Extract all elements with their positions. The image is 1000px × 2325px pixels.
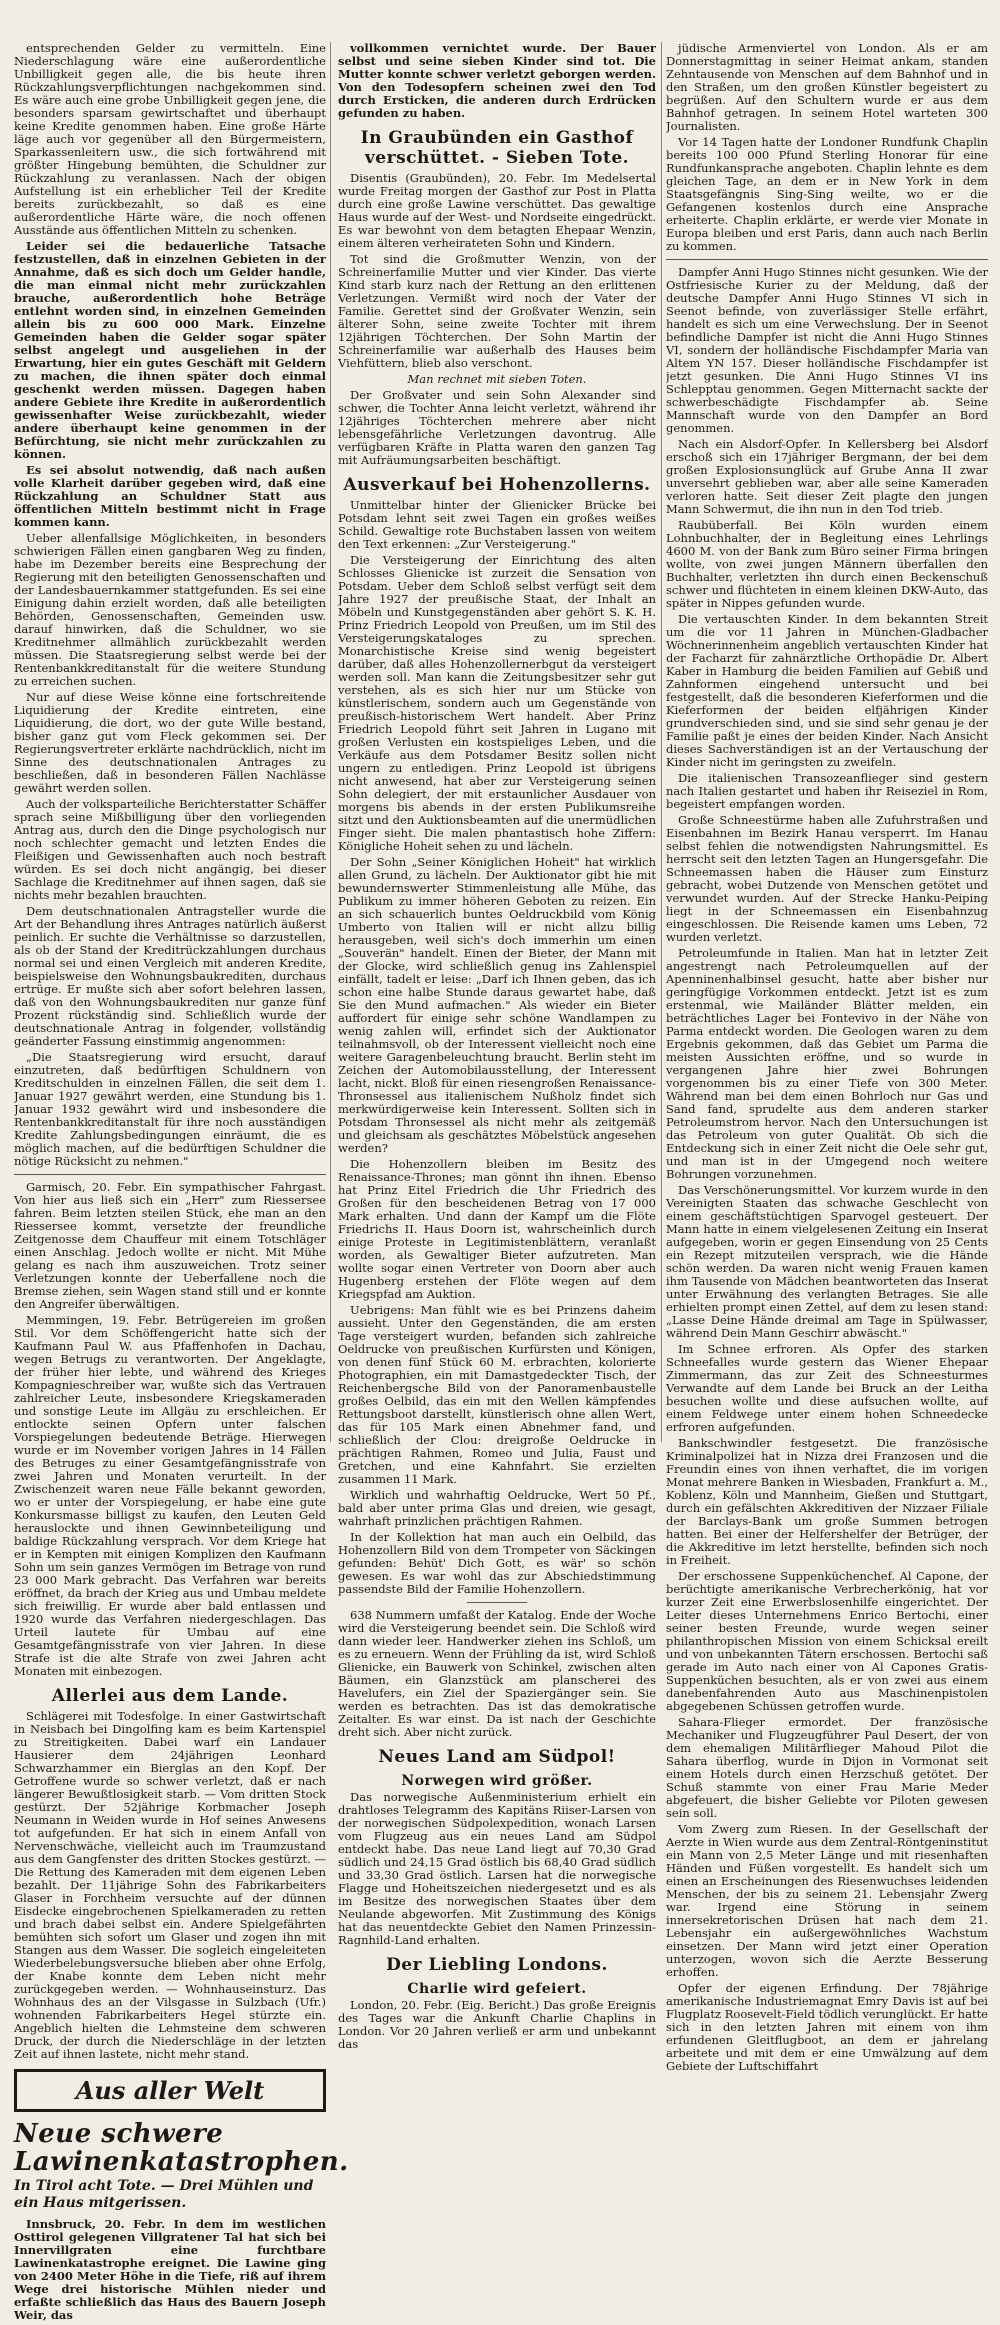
- article-headline: In Graubünden ein Gasthof verschüttet. - Sieben Tote.: [360, 128, 634, 168]
- article-text: Leider sei die bedauerliche Tatsache festzustellen, daß in einzelnen Gebieten in der Annahme, daß es sich doch um Gelder handle, die man einmal nicht mehr zurückzahlen brauche, außerordentlich hohe Beträge entlehnt worden sind, in einzelnen Gemeinden allein bis zu 600 000 Mark. Einzelne Gemeinden haben die Gelder sogar später selbst angelegt und ausgeliehen in der Erwartung, hier ein gutes Geschäft mit Geldern zu machen, die ihnen später doch einmal geschenkt werden müssen. Dagegen haben andere Gebiete ihre Kredite in außerordentlich gewissenhafter Weise zurückbezahlt, wieder andere überhaupt keine genommen in der Befürchtung, sie nicht mehr zurückzahlen zu können.: [14, 240, 326, 461]
- article-text: Die Hohenzollern bleiben im Besitz des Renaissance-Thrones; man gönnt ihn ihnen. Ebenso hat Prinz Eitel Friedrich die Uhr Friedrich des Großen für den bescheidenen Betrag von 17 000 Mark erhalten. Und dann der Kampf um die Flöte Friedrichs II. Haus Doorn ist, wahrscheinlich durch einige Proteste in Legitimistenblättern, veranlaßt worden, als Gewaltiger Bieter aufzutreten. Man wollte sogar einen Vertreter von Doorn aber auch Hugenberg erstehen der Flöte wegen auf dem Kriegspfad am Auktion.: [338, 1158, 656, 1301]
- article-text: Es sei absolut notwendig, daß nach außen volle Klarheit darüber gegeben wird, daß eine Rückzahlung an Schuldner Statt aus öffentlichen Mitteln bestimmt nicht in Frage kommen kann.: [14, 464, 326, 529]
- article-text: Disentis (Graubünden), 20. Febr. Im Medelsertal wurde Freitag morgen der Gasthof zur Post in Platta durch eine große Lawine verschüttet. Das gewaltige Haus wurde auf der West- und Nordseite eingedrückt. Es war bewohnt von dem betagten Ehepaar Wenzin, einem älteren verheirateten Sohn und Kindern.: [338, 172, 656, 250]
- article-headline: Der Liebling Londons.: [386, 1955, 608, 1975]
- article-text: Die italienischen Transozeanflieger sind gestern nach Italien gestartet und haben ihr Reiseziel in Rom, begeistert empfangen worden.: [666, 772, 988, 811]
- divider: [14, 1174, 326, 1175]
- article-subheadline: Charlie wird gefeiert.: [407, 1981, 587, 1997]
- article-text: Man rechnet mit sieben Toten.: [407, 373, 587, 386]
- article-text: Der Großvater und sein Sohn Alexander sind schwer, die Tochter Anna leicht verletzt, während ihr 12jähriges Töchterchen mehrere aber nicht lebensgefährliche Verletzungen davontrug. Alle verfügbaren Kräfte in Platta waren den ganzen Tag mit Aufräumungsarbeiten beschäftigt.: [338, 389, 656, 467]
- article-text: Unmittelbar hinter der Glienicker Brücke bei Potsdam lehnt seit zwei Tagen ein großes weißes Schild. Gewaltige rote Buchstaben lassen von weitem den Text erkennen: „Zur Versteigerung.": [338, 499, 656, 551]
- article-headline: Ausverkauf bei Hohenzollerns.: [343, 475, 651, 495]
- article-text: Nur auf diese Weise könne eine fortschreitende Liquidierung der Kredite eintreten, eine Liquidierung, die dort, wo der gute Wille bestand, bisher ganz gut vom Fleck gekommen sei. Der Regierungsvertreter erklärte nachdrücklich, nicht im Sinne des deutschnationalen Antrages zu beschließen, daß in besonderen Fällen Nachlässe gewährt werden sollen.: [14, 691, 326, 795]
- article-subheadline: Norwegen wird größer.: [401, 1773, 593, 1789]
- article-text: Der Sohn „Seiner Königlichen Hoheit" hat wirklich allen Grund, zu lächeln. Der Auktionator gibt hie mit bewundernswerter Stimmenleistung alle Mühe, das Publikum zu immer höheren Geboten zu reizen. Ein an sich schauerlich buntes Oeldruckbild vom König Umberto von Italien will er nicht allzu billig herausgeben, weil sich's doch immerhin um einen „Souverän" handelt. Einen der Bieter, der Mann mit der Glocke, wird schließlich genug ins Zahlenspiel einfällt, tadelt er leise: „Darf ich Ihnen geben, das ich schon eine halbe Stunde daraus gewartet habe, daß Sie den Mund aufmachen." Als wieder ein Bieter auffordert für einige sehr schöne Wandlampen zu wenig zahlen will, erfindet sich der Auktionator teilnahmsvoll, ob der Interessent vielleicht noch eine weitere Garagenbeleuchtung braucht. Berlin steht im Zeichen der Automobilausstellung, der Interessent lacht, nickt. Bloß für einen riesengroßen Renaissance-Thronsessel aus italienischem Nußholz findet sich merkwürdigerweise kein Interessent. Sollten sich in Potsdam Thronsessel als nicht mehr als zeitgemäß und gleichsam als geschätztes Möbelstück angesehen werden?: [338, 856, 656, 1155]
- article-text: Schlägerei mit Todesfolge. In einer Gastwirtschaft in Neisbach bei Dingolfing kam es beim Kartenspiel zu Streitigkeiten. Dabei warf ein Landauer Hausierer dem 24jährigen Leonhard Schwarzhammer ein Bierglas an den Kopf. Der Getroffene wurde so schwer verletzt, daß er nach längerer Bewußtlosigkeit starb. — Vom dritten Stock gestürzt. Der 52jährige Korbmacher Joseph Neumann in Weiden wurde in Hof seines Anwesens tot aufgefunden. Er hat sich in einem Anfall von Nervenschwäche, vielleicht auch im Traumzustand aus dem Gangfenster des dritten Stockes gestürzt. — Die Rettung des Kameraden mit dem eigenen Leben bezahlt. Der 11jährige Sohn des Fabrikarbeiters Glaser in Forchheim versuchte auf der dünnen Eisdecke eingebrochenen Spielkameraden zu retten und brach dabei selbst ein. Andere Spielgefährten bemühten sich sofort um Glaser und zogen ihn mit Stangen aus dem Wasser. Die sogleich eingeleiteten Wiederbelebungsversuche blieben aber ohne Erfolg, der Knabe konnte dem Leben nicht mehr zurückgegeben werden. — Wohnhauseinsturz. Das Wohnhaus des an der Vilsgasse in Sulzbach (Ufr.) wohnenden Fabrikarbeiters Hegel stürzte ein. Angeblich hielten die Lehmsteine dem schweren Druck, der durch die Niederschläge in der letzten Zeit auf ihnen lastete, nicht mehr stand.: [14, 1710, 326, 2061]
- article-text: Garmisch, 20. Febr. Ein sympathischer Fahrgast. Von hier aus ließ sich ein „Herr" zum Riessersee fahren. Beim letzten steilen Stück, ehe man an den Riessersee kommt, versetzte der freundliche Zeitgenosse dem Chauffeur mit einem Totschläger einen Anschlag. Jedoch wollte er nicht. Mit Mühe gelang es nach ihm auszuweichen. Trotz seiner Verletzungen konnte der Ueberfallene noch die Bremse ziehen, sein Wagen stand still und er konnte den Angreifer überwältigen.: [14, 1181, 326, 1311]
- article-text: Opfer der eigenen Erfindung. Der 78jährige amerikanische Industriemagnat Emry Davis ist auf bei Flugplatz Roosevelt-Field tödlich verunglückt. Er hatte sich in den letzten Jahren mit einem von ihm erfundenen Gleitflugboot, an dem er jahrelang arbeitete und mit dem er eine Umwälzung auf dem Gebiete der Luftschiffahrt: [666, 1982, 988, 2073]
- article-text: entsprechenden Gelder zu vermitteln. Eine Niederschlagung wäre eine außerordentliche Unbilligkeit gegen alle, die bis heute ihren Rückzahlungsverpflichtungen nachgekommen sind. Es wäre auch eine grobe Unbilligkeit gegen jene, die besonders sparsam gewirtschaftet und überhaupt keine Kredite genommen haben. Eine große Härte läge auch vor gegenüber all den Bürgermeistern, Sparkassenleitern usw., die sich fortwährend mit größter Hingebung bemühten, die Schuldner zur Rückzahlung zu veranlassen. Nach der obigen Aufstellung ist ein erheblicher Teil der Kredite bereits zurückbezahlt, so daß es eine außerordentliche Härte wäre, die noch offenen Ausstände aus öffentlichen Mitteln zu schenken.: [14, 42, 326, 237]
- article-text: Dem deutschnationalen Antragsteller wurde die Art der Behandlung ihres Antrages natürlich äußerst peinlich. Er suchte die Verhältnisse so darzustellen, als ob der Stand der Kreditrückzahlungen durchaus normal sei und einen Vergleich mit anderen Kredite, beispielsweise den Wohnungsbaukrediten, durchaus ertrüge. Er mußte sich aber sofort belehren lassen, daß von den Wohnungsbaukrediten nur ganze fünf Prozent rückständig sind. Schließlich wurde der deutschnationale Antrag in folgender, vollständig geänderter Fassung einstimmig angenommen:: [14, 905, 326, 1048]
- article-text: Ueber allenfallsige Möglichkeiten, in besonders schwierigen Fällen einen gangbaren Weg zu finden, habe im Dezember bereits eine Besprechung der Regierung mit den beteiligten Genossenschaften und der Landesbauernkammer stattgefunden. Es sei eine Einigung dahin erzielt worden, daß alle beteiligten Behörden, Genossenschaften, Gemeinden usw. darauf hinwirken, daß die Schuldner, wo sie Kreditnehmer allmählich zurückbezahlt werden müssen. Die Staatsregierung selbst werde bei der Rentenbankkreditanstalt für die weitere Stundung zu erreichen suchen.: [14, 532, 326, 688]
- article-text: Sahara-Flieger ermordet. Der französische Mechaniker und Flugzeugführer Paul Desert, der von dem ehemaligen Militärflieger Mahoud Pilot die Sahara überflog, wurde in Dijon in Vormonat seit einem Hotels durch einen Herzschuß getötet. Der Schuß stammte von einer Frau Marie Meder abgefeuert, die bisher Geliebte vor Piloten gewesen sein soll.: [666, 1716, 988, 1820]
- column-rule: [330, 42, 331, 1442]
- column-rule: [661, 42, 662, 1442]
- article-text: jüdische Armenviertel von London. Als er am Donnerstagmittag in seiner Heimat ankam, standen Zehntausende von Menschen auf dem Bahnhof und in den Straßen, um den großen Künstler begeistert zu begrüßen. Auf den Schultern wurde er aus dem Bahnhof getragen. In seinem Hotel warteten 300 Journalisten.: [666, 42, 988, 133]
- article-text: Innsbruck, 20. Febr. In dem im westlichen Osttirol gelegenen Villgratener Tal hat sich bei Innervillgraten eine furchtbare Lawinenkatastrophe ereignet. Die Lawine ging von 2400 Meter Höhe in die Tiefe, riß auf ihrem Wege drei historische Mühlen nieder und erfaßte schließlich das Haus des Bauern Joseph Weir, das: [14, 2218, 326, 2322]
- article-text: Die Versteigerung der Einrichtung des alten Schlosses Glienicke ist zurzeit die Sensation von Potsdam. Ueber dem Schloß selbst verfügt seit dem Jahre 1927 der preußische Staat, der Inhalt an Möbeln und Kunstgegenständen aber gehört S. K. H. Prinz Friedrich Leopold von Preußen, um im Stil des Versteigerungskataloges zu sprechen. Monarchistische Kreise sind wenig begeistert darüber, daß alles Hohenzollernerbgut da versteigert werden soll. Man kann die Zeitungsbesitzer sehr gut verstehen, als es sich hier nur um Stücke von künstlerischem, sondern auch um Gegenstände von preußisch-historischem Wert handelt. Aber Prinz Friedrich Leopold führt seit Jahren in Lugano mit großen Verlusten ein kostspieliges Leben, und die Verkäufe aus dem Potsdamer Besitz sollen nicht ungern zu entledigen. Prinz Leopold ist übrigens nicht anwesend, hat aber zur Versteigerung seinen Sohn delegiert, der mit erstaunlicher Ausdauer von morgens bis abends in der ersten Publikumsreihe sitzt und den Auktionsbeamten auf die unermüdlichen Finger sieht. Die malen phantastisch hohe Ziffern: Königliche Hoheit sehen zu und lächeln.: [338, 554, 656, 853]
- article-text: In der Kollektion hat man auch ein Oelbild, das Hohenzollern Bild von dem Trompeter von Säckingen gefunden: Behüt' Dich Gott, es wär' so schön gewesen. Es war wohl das zur Abschiedstimmung passendste Bild der Familie Hohenzollern.: [338, 1531, 656, 1596]
- article-text: Petroleumfunde in Italien. Man hat in letzter Zeit angestrengt nach Petroleumquellen auf der Apenninenhalbinsel gesucht, hatte aber bisher nur geringfügige Vorkommen entdeckt. Jetzt ist es zum erstenmal, wie Mailänder Blätter melden, ein beträchtliches Lager bei Fontevivo in der Nähe von Parma entdeckt worden. Die Geologen waren zu dem Ergebnis gekommen, daß das Gebiet um Parma die meisten Aussichten eröffne, und so wurde in vergangenen Jahre hier zwei Bohrungen vorgenommen bis zu einer Tiefe von 300 Meter. Während man bei dem einen Bohrloch nur Gas und Sand fand, sprudelte aus dem anderen starker Petroleumstrom hervor. Nach den Untersuchungen ist das Petroleum von guter Qualität. Ob sich die Entdeckung sich in einer Zeit nicht die Oele sehr gut, und man ist in der Umgegend noch weitere Bohrungen vorzunehmen.: [666, 947, 988, 1181]
- article-text: Im Schnee erfroren. Als Opfer des starken Schneefalles wurde gestern das Wiener Ehepaar Zimmermann, das zur Zeit des Schneesturmes Verwandte auf dem Lande bei Bruck an der Leitha besuchen wollte und diese aufsuchen wollte, auf einem Feldwege unter einem hohen Schneedecke erfroren aufgefunden.: [666, 1343, 988, 1434]
- article-text: Uebrigens: Man fühlt wie es bei Prinzens daheim aussieht. Unter den Gegenständen, die am ersten Tage versteigert wurden, befanden sich zahlreiche Oeldrucke von preußischen Kurfürsten und Königen, von denen fünf Stück 60 M. erbrachten, kolorierte Photographien, ein mit Damastgedeckter Tisch, der Reichenbergsche Bild von der Panoramenbaustelle großes Oelbild, das ein mit den Wellen kämpfendes Rettungsboot darstellt, künstlerisch ohne allen Wert, das für 105 Mark einen Abnehmer fand, und schließlich der Clou: dreigroße Oeldrucke in prächtigen Rahmen, Romeo und Julia, Faust und Gretchen, und eine Kahnfahrt. Sie erzielten zusammen 11 Mark.: [338, 1304, 656, 1486]
- article-text: Das norwegische Außenministerium erhielt ein drahtloses Telegramm des Kapitäns Riiser-Larsen von der norwegischen Südpolexpedition, wonach Larsen vom Flugzeug aus ein neues Land am Südpol entdeckt habe. Das neue Land liegt auf 70,30 Grad südlich und 24,15 Grad östlich bis 68,40 Grad südlich und 33,30 Grad östlich. Larsen hat die norwegische Flagge und Hoheitszeichen niedergesetzt und es als im Besitze des norwegischen Staates über dem Neulande abgeworfen. Mit Zustimmung des Königs hat das neuentdeckte Gebiet den Namen Prinzessin-Ragnhild-Land erhalten.: [338, 1791, 656, 1947]
- article-text: vollkommen vernichtet wurde. Der Bauer selbst und seine sieben Kinder sind tot. Die Mutter konnte schwer verletzt geborgen werden. Von den Todesopfern scheinen zwei den Tod durch Ersticken, die anderen durch Erdrücken gefunden zu haben.: [338, 42, 656, 120]
- article-text: Nach ein Alsdorf-Opfer. In Kellersberg bei Alsdorf erschoß sich ein 17jähriger Bergmann, der bei dem großen Explosionsunglück auf Grube Anna II zwar unversehrt geblieben war, aber alle seine Kameraden verloren hatte. Seit dieser Zeit plagte den jungen Mann Schwermut, die ihn nun in den Tod trieb.: [666, 438, 988, 516]
- article-text: Raubüberfall. Bei Köln wurden einem Lohnbuchhalter, der in Begleitung eines Lehrlings 4600 M. von der Bank zum Büro seiner Firma bringen wollte, von zwei jungen Männern überfallen den Buchhalter, verletzten ihn durch einen Beckenschuß schwer und flüchteten in einem kleinen DKW-Auto, das später in Nippes gefunden wurde.: [666, 519, 988, 610]
- article-text: Der erschossene Suppenküchenchef. Al Capone, der berüchtigte amerikanische Verbrecherkönig, hat vor kurzer Zeit eine Erwerbslosenhilfe eingerichtet. Der Leiter dieses Unternehmens Enrico Bertochi, einer seiner besten Freunde, wurde wegen seiner philanthropischen Mission von einem Schicksal ereilt und von unbekannten Tätern erschossen. Bertochi saß gerade im Auto nach einer von Al Capones Gratis-Suppenküchen besuchten, als er von zwei aus einem danebenfahrenden Auto aus Maschinenpistolen abgegebenen Schüssen getroffen wurde.: [666, 1570, 988, 1713]
- article-text: Die vertauschten Kinder. In dem bekannten Streit um die vor 11 Jahren in München-Gladbacher Wöchnerinnenheim angeblich vertauschten Kinder hat der Facharzt für zahnärztliche Orthopädie Dr. Albert Kaber in Hamburg die beiden Familien auf Gebiß und Zahnformen eingehend untersucht und bei festgestellt, daß die besonderen Kieferformen und die Kieferformen der beiden elfjährigen Kinder grundverschieden sind, und sie sind sehr genau je der Familie paßt je eines der beiden Kinder. Nach Ansicht dieses Sachverständigen ist an der Vertauschung der Kinder nicht im geringsten zu zweifeln.: [666, 613, 988, 769]
- column-3: [666, 42, 988, 2076]
- article-headline: Neue schwere Lawinenkatastrophen.: [14, 2119, 349, 2177]
- article-text: 638 Nummern umfaßt der Katalog. Ende der Woche wird die Versteigerung beendet sein. Die Schloß wird dann wieder leer. Handwerker ziehen ins Schloß, um es zu erneuern. Wenn der Frühling da ist, wird Schloß Glienicke, ein Bauwerk von Schinkel, zwischen alten Bäumen, ein Glanzstück am planscherei des Havelufers, ein Ziel der Spaziergänger sein. Sie werden es betrachten. Das ist das demokratische Zeitalter. Es war einst. Da ist nach der Geschichte dreht sich. Aber nicht zurück.: [338, 1609, 656, 1739]
- article-subheadline: In Tirol acht Tote. — Drei Mühlen und ein Haus mitgerissen.: [14, 2178, 314, 2211]
- article-text: London, 20. Febr. (Eig. Bericht.) Das große Ereignis des Tages war die Ankunft Charlie Chaplins in London. Vor 20 Jahren verließ er arm und unbekannt das: [338, 1999, 656, 2051]
- article-text: Vor 14 Tagen hatte der Londoner Rundfunk Chaplin bereits 100 000 Pfund Sterling Honorar für eine Rundfunkansprache angeboten. Chaplin lehnte es dem gleichen Tage, an dem er in New York in dem Staatsgefängnis Sing-Sing weilte, wo er die Gefangenen kostenlos durch eine Ansprache erheiterte. Chaplin erklärte, er werde vier Monate in Europa bleiben und erst Paris, dann auch nach Berlin zu kommen.: [666, 136, 988, 253]
- divider: [666, 259, 988, 260]
- section-heading: Allerlei aus dem Lande.: [51, 1686, 289, 1706]
- article-text: Große Schneestürme haben alle Zufuhrstraßen und Eisenbahnen im Bezirk Hanau versperrt. Im Hanau selbst fehlen die notwendigsten Nahrungsmittel. Es herrscht seit den letzten Tagen an Hungersgefahr. Die Schneemassen haben die Häuser zum Einsturz gebracht, wobei Dutzende von Menschen getötet und verwundet wurden. Auf der Strecke Hanku-Peiping liegt in der Schneemassen ein Eisenbahnzug eingeschlossen. Die Reisende kamen ums Leben, 72 wurden verletzt.: [666, 814, 988, 944]
- article-text: Tot sind die Großmutter Wenzin, von der Schreinerfamilie Mutter und vier Kinder. Das vierte Kind starb kurz nach der Rettung an den erlittenen Verletzungen. Vermißt wird noch der Vater der Familie. Gerettet sind der Großvater Wenzin, sein älterer Sohn, seine zweite Tochter mit ihrem 12jährigen Töchterchen. Der Sohn Martin der Schreinerfamilie war außerhalb des Hauses beim Viehfüttern, blieb also verschont.: [338, 253, 656, 370]
- article-text: Vom Zwerg zum Riesen. In der Gesellschaft der Aerzte in Wien wurde aus dem Zentral-Röntgeninstitut ein Mann von 2,5 Meter Länge und mit riesenhaften Händen und Füßen vorgestellt. Es handelt sich um einen an Erscheinungen des Riesenwuchses leidenden Menschen, der bis zu seinem 21. Lebensjahr Zwerg war. Irgend eine Störung in seinem innersekretorischen Drüsen hat nach dem 21. Lebensjahr ein außergewöhnliches Wachstum einsetzen. Der Mann wird jetzt einer Operation unterzogen, wovon sich die Aerzte Besserung erhoffen.: [666, 1823, 988, 1979]
- article-text: „Die Staatsregierung wird ersucht, darauf einzutreten, daß bedürftigen Schuldnern von Kreditschulden in einzelnen Fällen, die seit dem 1. Januar 1927 gewährt werden, eine Stundung bis 1. Januar 1932 gewährt wird und insbesondere die Rentenbankkreditanstalt für ihre noch ausständigen Kredite Zahlungsbedingungen einräumt, die es möglich machen, auf die bedürftigen Schuldner die nötige Rücksicht zu nehmen.": [14, 1051, 326, 1168]
- article-text: Auch der volksparteiliche Berichterstatter Schäffer sprach seine Mißbilligung über den vorliegenden Antrag aus, durch den die Dinge psychologisch nur noch schlechter gemacht und letzten Endes die Fleißigen und Gewissenhaften auch noch bestraft würden. Es sei doch nicht angängig, bei dieser Sachlage die Kreditnehmer auf ihnen sagen, daß sie nichts mehr bezahlen brauchten.: [14, 798, 326, 902]
- section-box-title: Aus aller Welt: [14, 2069, 326, 2112]
- article-text: Dampfer Anni Hugo Stinnes nicht gesunken. Wie der Ostfriesische Kurier zu der Meldung, daß der deutsche Dampfer Anni Hugo Stinnes VI sich in Seenot befinde, von zuverlässiger Stelle erfährt, handelt es sich um eine Verwechslung. Der in Seenot befindliche Dampfer ist nicht die Anni Hugo Stinnes VI, sondern der holländische Fischdampfer Maria van Altem YN 157. Dieser holländische Fischdampfer ist jetzt gesunken. Die Anni Hugo Stinnes VI ins Schlepptau genommen. Gegen Mitternacht sackte der schwerbeschädigte Fischdampfer ab. Seine Mannschaft wurde von den Dampfer an Bord genommen.: [666, 266, 988, 435]
- article-headline: Neues Land am Südpol!: [378, 1747, 616, 1767]
- article-text: Wirklich und wahrhaftig Oeldrucke, Wert 50 Pf., bald aber unter prima Glas und dreien, wie gesagt, wahrhaft prinzlichen prächtigen Rahmen.: [338, 1489, 656, 1528]
- column-2: [338, 42, 656, 2054]
- article-text: Das Verschönerungsmittel. Vor kurzem wurde in den Vereinigten Staaten das schwache Geschlecht von einem geschäftstüchtigen Sparvogel gesteuert. Der Mann hatte in einem vielgelesenen Zeitung ein Inserat aufgegeben, worin er gegen Einsendung von 25 Cents ein Rezept mitzuteilen versprach, wie die Hände schön werden. Da waren nicht wenig Frauen kamen ihm Tausende von Mädchen beantworteten das Inserat unter Erwähnung des verlangten Betrages. Sie alle erhielten prompt einen Zettel, auf dem zu lesen stand: „Lasse Deine Hände dreimal am Tage in Spülwasser, während Dein Mann Geschirr abwäscht.": [666, 1184, 988, 1340]
- article-text: Memmingen, 19. Febr. Betrügereien im großen Stil. Vor dem Schöffengericht hatte sich der Kaufmann Paul W. aus Pfaffenhofen in Dachau, wegen Betrugs zu verantworten. Der Angeklagte, der früher hier lebte, und während des Krieges Kompagnieschreiber war, wußte sich das Vertrauen zahlreicher Leute, insbesondere Kriegskameraden und sonstige Leute im Allgäu zu erschleichen. Er entlockte seinen Opfern unter falschen Vorspiegelungen bedeutende Beträge. Hierwegen wurde er im November vorigen Jahres in 14 Fällen des Betruges zu einer Gesamtgefängnisstrafe von zwei Jahren und Monaten verurteilt. In der Zwischenzeit waren neue Fälle bekannt geworden, wo er unter der Vorspiegelung, er habe eine gute Konkursmasse billigst zu kaufen, den Leuten Geld herauslockte und ihnen Gewinnbeteiligung und baldige Rückzahlung versprach. Vor dem Kriege hat er in Kempten mit einigen Komplizen den Kaufmann Sohn um sein ganzes Vermögen im Betrage von rund 23 000 Mark gebracht. Das Verfahren war bereits eröffnet, da brach der Krieg aus und Umbau meldete sich freiwillig. Er wurde aber bald entlassen und 1920 wurde das Verfahren niedergeschlagen. Das Urteil lautete für Umbau auf eine Gesamtgefängnisstrafe von vier Jahren. In diese Strafe ist die alte Strafe von zwei Jahren acht Monaten mit einbezogen.: [14, 1314, 326, 1678]
- column-1: [14, 42, 349, 2325]
- article-text: Bankschwindler festgesetzt. Die französische Kriminalpolizei hat in Nizza drei Franzosen und die Freundin eines von ihnen verhaftet, die im vorigen Monat mehrere Banken in Wiesbaden, Frankfurt a. M., Koblenz, Köln und Mannheim, Gießen und Stuttgart, durch ein gefälschten Akkreditiven der Nizzaer Filiale der Barclays-Bank um große Summen betrogen hatten. Bei einer der Helfershelfer der Betrüger, der die Akkreditive im letzt herstellte, befinden sich noch in Freiheit.: [666, 1437, 988, 1567]
- divider: [467, 1602, 527, 1603]
